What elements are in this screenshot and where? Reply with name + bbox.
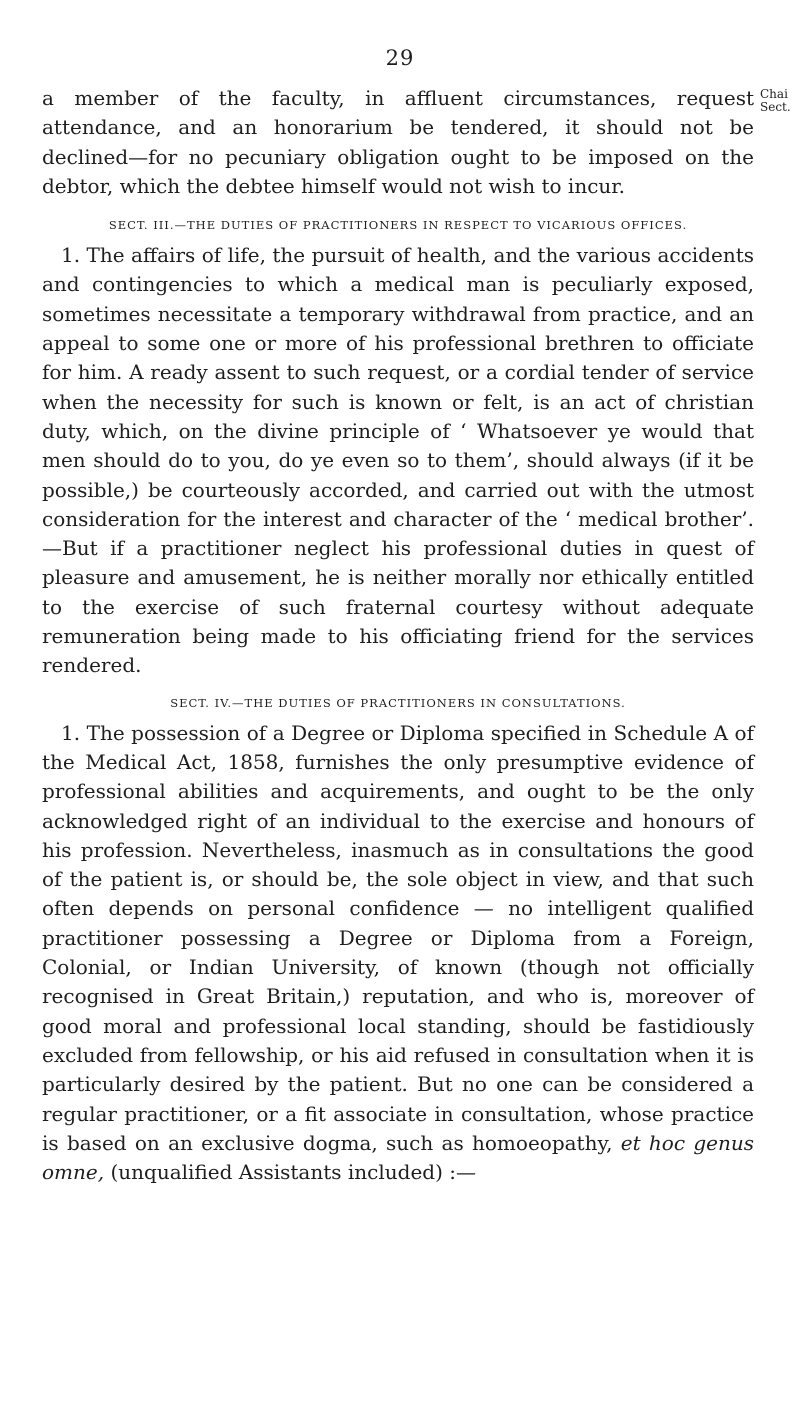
margin-note — [760, 88, 800, 114]
section-4-paragraph-1-main: 1. The possession of a Degree or Diploma specified in Schedule A of the Medical Act, 1858, furnishes the only presumptive evidence of professional abilities and acquirements, and ought to be the only acknowledged right of an individual to the exercise and honours of his profession. Nevertheless, inasmuch as in consultations the good of the patient is, or should be, the sole object in view, and that such often depends on personal confidence — no intelligent qualified practitioner possessing a Degree or Diploma from a Foreign, Colonial, or Indian University, of known (though not officially recognised in Great Britain,) reputation, and who is, moreover of good moral and professional local standing, should be fastidiously excluded from fellowship, or his aid refused in consultation when it is particularly desired by the patient. But no one can be considered a regular practitioner, or a fit associate in consultation, whose practice is based on an exclusive dogma, such as homoeopathy, — [42, 720, 754, 1155]
section-4-paragraph-1 — [42, 719, 754, 1188]
page-body — [42, 84, 754, 1187]
section-3-heading: SECT. III.—THE DUTIES OF PRACTITIONERS IN RESPECT TO VICARIOUS OFFICES. — [108, 218, 688, 233]
margin-note-chapter: Chai — [760, 88, 788, 101]
margin-note-section: Sect. — [760, 100, 791, 114]
page-number: 29 — [385, 46, 415, 70]
section-3-paragraph-1: 1. The affairs of life, the pursuit of health, and the various accidents and contingencies to which a medical man is peculiarly exposed, sometimes necessitate a temporary withdrawal from practice, and an appeal to some one or more of his professional brethren to officiate for him. A ready assent to such request, or a cordial tender of service when the necessity for such is known or felt, is an act of christian duty, which, on the divine principle of ‘ Whatsoever ye would that men should do to you, do ye even so to them’, should always (if it be possible,) be courteously accorded, and carried out with the utmost consideration for the interest and character of the ‘ medical brother’.—But if a practitioner neglect his professional duties in quest of pleasure and amusement, he is neither morally nor ethically entitled to the exercise of such fraternal courtesy without adequate remuneration being made to his officiating friend for the services rendered. — [42, 243, 754, 678]
latin-phrase: et hoc genus omne, — [42, 1130, 755, 1185]
section-4-paragraph-1-tail: (unqualified Assistants included) :— — [110, 1160, 476, 1185]
intro-paragraph: a member of the faculty, in affluent circumstances, request attendance, and an honorarium be tendered, it should not be declined—for no pecuniary obligation ought to be imposed on the debtor, which the debtee himself would not wish to incur. — [42, 86, 754, 198]
section-4-heading: SECT. IV.—THE DUTIES OF PRACTITIONERS IN CONSULTATIONS. — [170, 695, 626, 710]
